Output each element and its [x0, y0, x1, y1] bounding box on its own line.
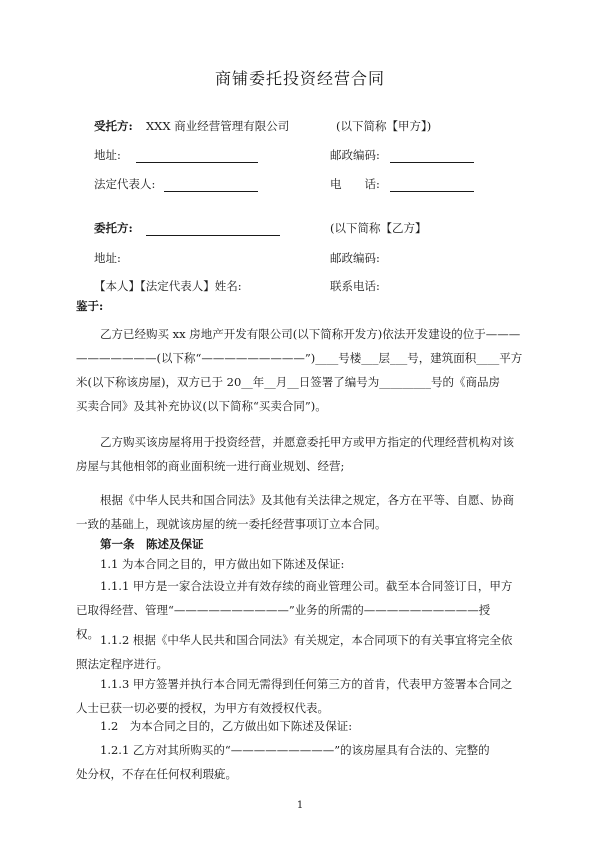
clause-1-2-1: [76, 738, 526, 786]
clause-1-2: 1.2 为本合同之目的，乙方做出如下陈述及保证:: [100, 719, 353, 733]
party-b-alias: (以下简称【乙方】: [330, 221, 427, 235]
party-a-phone-label: 电 话:: [330, 177, 380, 191]
party-a-address-label: 地址:: [94, 148, 121, 162]
article-1-heading: 第一条 陈述及保证: [100, 537, 204, 551]
text-line: 1.1.2 根据《中华人民共和国合同法》有关规定，本合同项下的有关事宜将完全依: [100, 633, 513, 647]
party-a-postcode-blank: [390, 148, 474, 167]
text-line: 乙方购买该房屋将用于投资经营，并愿意委托甲方或甲方指定的代理经营机构对该: [100, 435, 514, 449]
text-line: 1.1.3 甲方签署并执行本合同无需得到任何第三方的首肯，代表甲方签署本合同之: [100, 677, 513, 691]
whereas-heading: 鉴于:: [76, 299, 104, 313]
party-b-postcode-label: 邮政编码:: [330, 251, 380, 265]
party-b-contact-label: 联系电话:: [330, 279, 380, 293]
party-a-legal-rep-blank: [164, 177, 258, 196]
party-a-alias: (以下简称【甲方】): [336, 119, 432, 133]
text-line: 买卖合同》及其补充协议(以下简称“买卖合同”)。: [76, 399, 327, 413]
text-line: ———————(以下称“—————————”)____号楼___层___号，建筑面积____平方: [76, 351, 523, 365]
text-line: 根据《中华人民共和国合同法》及其他有关法律之规定，各方在平等、自愿、协商: [100, 493, 514, 507]
clause-1-1: 1.1 为本合同之目的，甲方做出如下陈述及保证:: [100, 557, 345, 571]
text-line: 米(以下称该房屋)，双方已于 20__年__月__日签署了编号为_________号的《商品房: [76, 375, 501, 389]
paragraph-recital-3: [76, 488, 526, 536]
party-b-label: 委托方:: [94, 221, 133, 235]
paragraph-recital-1: [76, 322, 526, 418]
party-a-postcode-label: 邮政编码:: [330, 148, 380, 162]
text-line: 处分权，不存在任何权利瑕疵。: [76, 767, 237, 781]
text-line: 1.1.1 甲方是一家合法设立并有效存续的商业管理公司。截至本合同签订日，甲方: [100, 579, 513, 593]
text-line: 权。: [76, 627, 99, 641]
party-b-rep-label: 【本人】【法定代表人】姓名:: [94, 279, 242, 293]
clause-1-1-2: [76, 628, 526, 676]
clause-1-1-3: [76, 672, 526, 720]
party-a-phone-blank: [390, 177, 474, 196]
party-a-label: 受托方:: [94, 119, 133, 133]
party-b-name-blank: [146, 221, 280, 240]
party-b-address-label: 地址:: [94, 251, 121, 265]
party-a-legal-rep-label: 法定代表人:: [94, 177, 156, 191]
text-line: 乙方已经购买 xx 房地产开发有限公司(以下简称开发方)依法开发建设的位于———: [100, 327, 521, 341]
paragraph-recital-2: [76, 430, 526, 478]
text-line: 房屋与其他相邻的商业面积统一进行商业规划、经营;: [76, 459, 345, 473]
text-line: 照法定程序进行。: [76, 657, 168, 671]
text-line: 1.2.1 乙方对其所购买的“—————————”的该房屋具有合法的、完整的: [100, 743, 490, 757]
page-number: 1: [296, 800, 304, 811]
party-a-name: XXX 商业经营管理有限公司: [146, 119, 290, 133]
party-a-address-blank: [136, 148, 258, 167]
text-line: 一致的基础上，现就该房屋的统一委托经营事项订立本合同。: [76, 517, 387, 531]
text-line: 人士已获一切必要的授权，为甲方有效授权代表。: [76, 701, 329, 715]
text-line: 已取得经营、管理“——————————”业务的所需的——————————授: [76, 603, 491, 617]
document-title: 商铺委托投资经营合同: [214, 69, 385, 88]
